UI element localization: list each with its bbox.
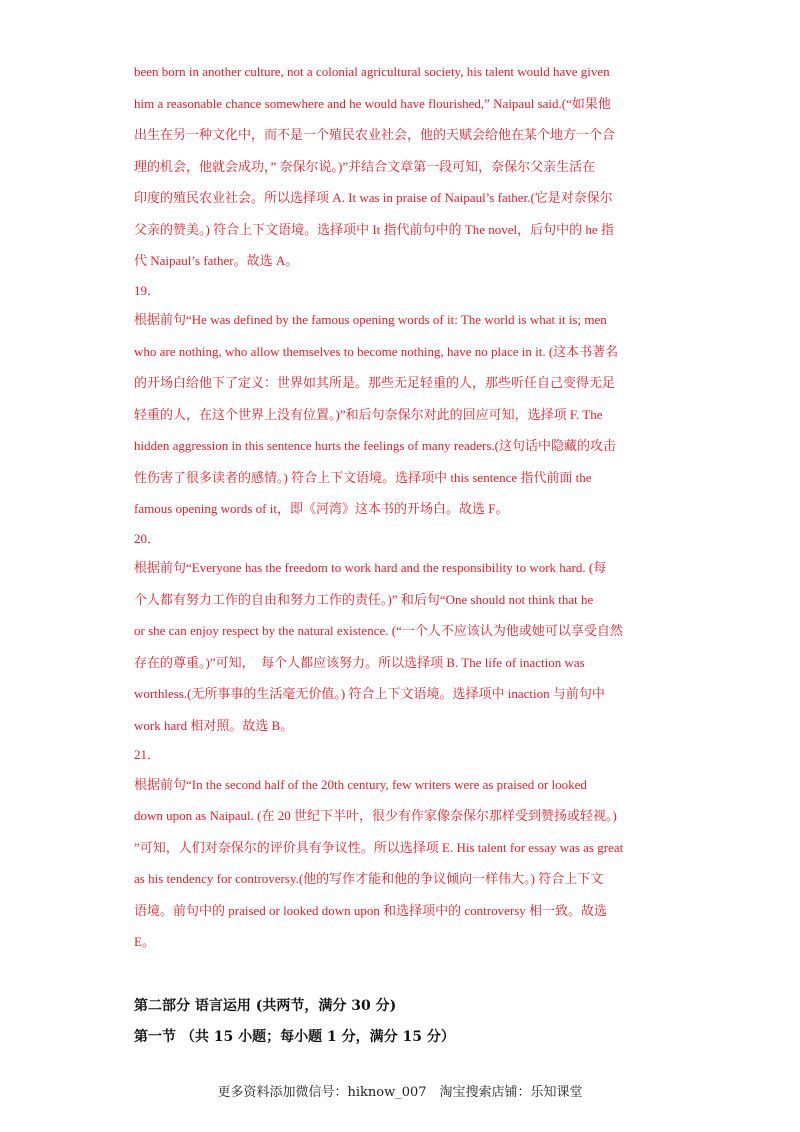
answer-line: hidden aggression in this sentence hurts the feelings of many readers.(这句话中隐藏的攻击 bbox=[134, 438, 616, 453]
section-title: 第二部分 语言运用 (共两节，满分 30 分) bbox=[134, 998, 397, 1014]
answer-line: as his tendency for controversy.(他的写作才能和他的争议倾向一样伟大。) 符合上下文 bbox=[134, 871, 604, 886]
question-number: 19． bbox=[134, 283, 161, 298]
answer-line: 根据前句“He was defined by the famous opening words of it: The world is what it is; men bbox=[134, 312, 607, 327]
page-footer: 更多资料添加微信号：hiknow_007 淘宝搜索店铺：乐知课堂 bbox=[217, 1085, 583, 1100]
answer-line: 根据前句“In the second half of the 20th century, few writers were as praised or looked bbox=[134, 777, 587, 792]
answer-line: famous opening words of it，即《河湾》这本书的开场白。故选 F。 bbox=[134, 501, 509, 516]
answer-line: 个人都有努力工作的自由和努力工作的责任。)” 和后句“One should not think that he bbox=[134, 592, 594, 607]
answer-line: 出生在另一种文化中，而不是一个殖民农业社会，他的天赋会给他在某个地方一个合 bbox=[134, 127, 616, 142]
answer-line: 理的机会，他就会成功，” 奈保尔说。)”并结合文章第一段可知，奈保尔父亲生活在 bbox=[134, 159, 596, 174]
answer-line: 语境。前句中的 praised or looked down upon 和选择项中的 controversy 相一致。故选 bbox=[134, 903, 608, 918]
answer-line: down upon as Naipaul. (在 20 世纪下半叶，很少有作家像奈保尔那样受到赞扬或轻视。) bbox=[134, 808, 617, 823]
answer-line: ”可知，人们对奈保尔的评价具有争议性。所以选择项 E. His talent for essay was as great bbox=[134, 840, 624, 855]
answer-line: worthless.(无所事事的生活毫无价值。) 符合上下文语境。选择项中 inaction 与前句中 bbox=[134, 686, 605, 701]
answer-line: 父亲的赞美。) 符合上下文语境。选择项中 It 指代前句中的 The novel，后句中的 he 指 bbox=[134, 222, 614, 237]
answer-line: work hard 相对照。故选 B。 bbox=[134, 718, 294, 733]
answer-line: who are nothing, who allow themselves to become nothing, have no place in it. (这本书著名 bbox=[134, 344, 619, 359]
answer-line: him a reasonable chance somewhere and he would have flourished,” Naipaul said.(“如果他 bbox=[134, 96, 611, 111]
answer-line: 轻重的人，在这个世界上没有位置。)”和后句奈保尔对此的回应可知，选择项 F. The bbox=[134, 407, 603, 422]
answer-line: 代 Naipaul’s father。故选 A。 bbox=[134, 253, 299, 268]
answer-line: 性伤害了很多读者的感情。) 符合上下文语境。选择项中 this sentence 指代前面 the bbox=[134, 470, 592, 485]
answer-line: 的开场白给他下了定义：世界如其所是。那些无足轻重的人，那些听任自己变得无足 bbox=[134, 375, 616, 390]
answer-line: E。 bbox=[134, 934, 155, 949]
answer-line: 根据前句“Everyone has the freedom to work hard and the responsibility to work hard. (每 bbox=[134, 560, 607, 575]
answer-line: been born in another culture, not a colonial agricultural society, his talent would have given bbox=[134, 64, 610, 79]
question-number: 21． bbox=[134, 747, 161, 762]
subsection-title: 第一节 （共 15 小题；每小题 1 分，满分 15 分） bbox=[134, 1029, 455, 1045]
question-number: 20． bbox=[134, 531, 161, 546]
answer-line: 存在的尊重。)”可知， 每个人都应该努力。所以选择项 B. The life of inaction was bbox=[134, 655, 585, 670]
answer-line: or she can enjoy respect by the natural existence. (“一个人不应该认为他或她可以享受自然 bbox=[134, 623, 623, 638]
answer-line: 印度的殖民农业社会。所以选择项 A. It was in praise of Naipaul’s father.(它是对奈保尔 bbox=[134, 190, 613, 205]
